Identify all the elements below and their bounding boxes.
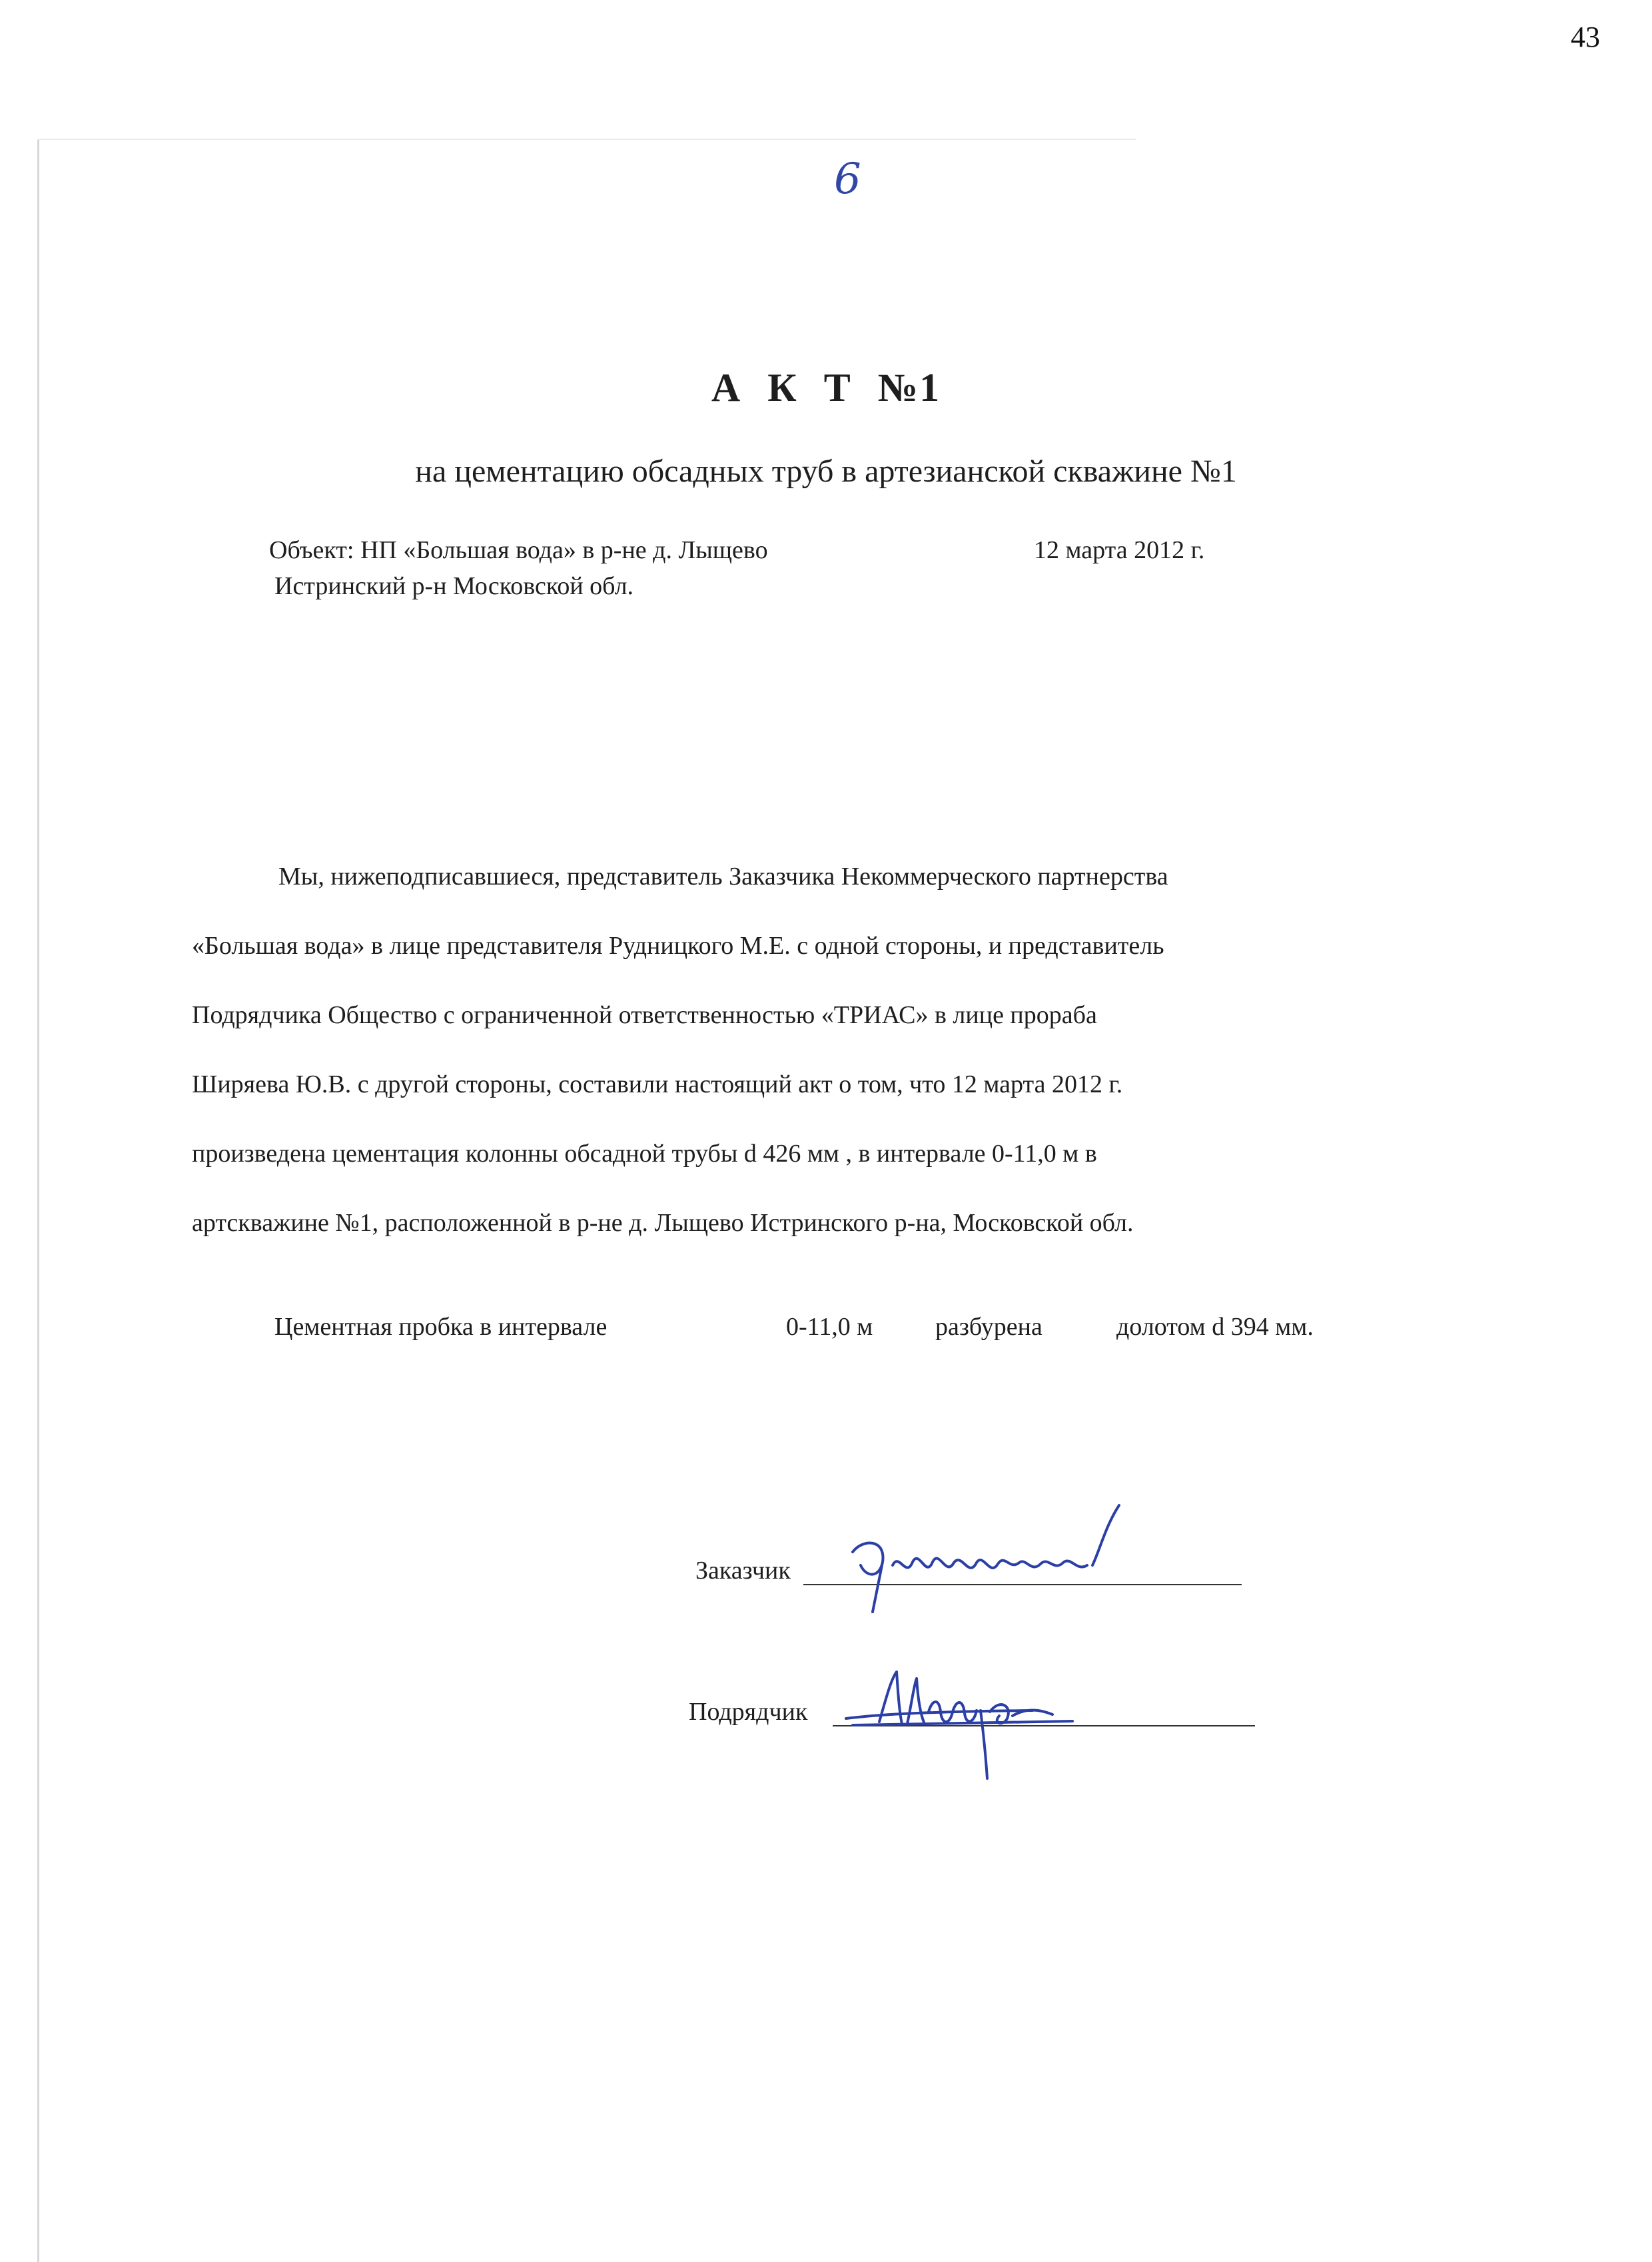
- body-line-1: Мы, нижеподписавшиеся, представитель Заказчика Некоммерческого партнерства: [278, 863, 1168, 891]
- object-line-1: Объект: НП «Большая вода» в р-не д. Лыщево: [269, 536, 768, 564]
- contractor-signature: [833, 1652, 1112, 1785]
- body-line-2: «Большая вода» в лице представителя Рудницкого М.Е. с одной стороны, и представитель: [192, 932, 1164, 960]
- customer-signature: [826, 1499, 1159, 1619]
- plug-bit-diameter: долотом d 394 мм.: [1116, 1313, 1314, 1341]
- act-date: 12 марта 2012 г.: [1034, 536, 1205, 564]
- plug-drilled-out: разбурена: [935, 1313, 1042, 1341]
- plug-text-interval: Цементная пробка в интервале: [274, 1313, 608, 1341]
- act-title: А К Т №1: [711, 366, 941, 410]
- scan-edge-top: [37, 139, 1136, 140]
- act-subtitle: на цементацию обсадных труб в артезианской скважине №1: [415, 454, 1237, 489]
- body-line-6: артскважине №1, расположенной в р-не д. Лыщево Истринского р-на, Московской обл.: [192, 1209, 1134, 1237]
- body-line-4: Ширяева Ю.В. с другой стороны, составили настоящий акт о том, что 12 марта 2012 г.: [192, 1070, 1123, 1098]
- page-number: 43: [1571, 21, 1600, 53]
- object-line-2: Истринский р-н Московской обл.: [274, 572, 634, 600]
- customer-label: Заказчик: [695, 1557, 791, 1585]
- plug-interval-value: 0-11,0 м: [786, 1313, 873, 1341]
- contractor-label: Подрядчик: [689, 1698, 808, 1726]
- body-line-5: произведена цементация колонны обсадной трубы d 426 мм , в интервале 0-11,0 м в: [192, 1140, 1097, 1168]
- handwritten-page-mark: 6: [834, 155, 861, 204]
- body-line-3: Подрядчика Общество с ограниченной ответственностью «ТРИАС» в лице прораба: [192, 1001, 1097, 1029]
